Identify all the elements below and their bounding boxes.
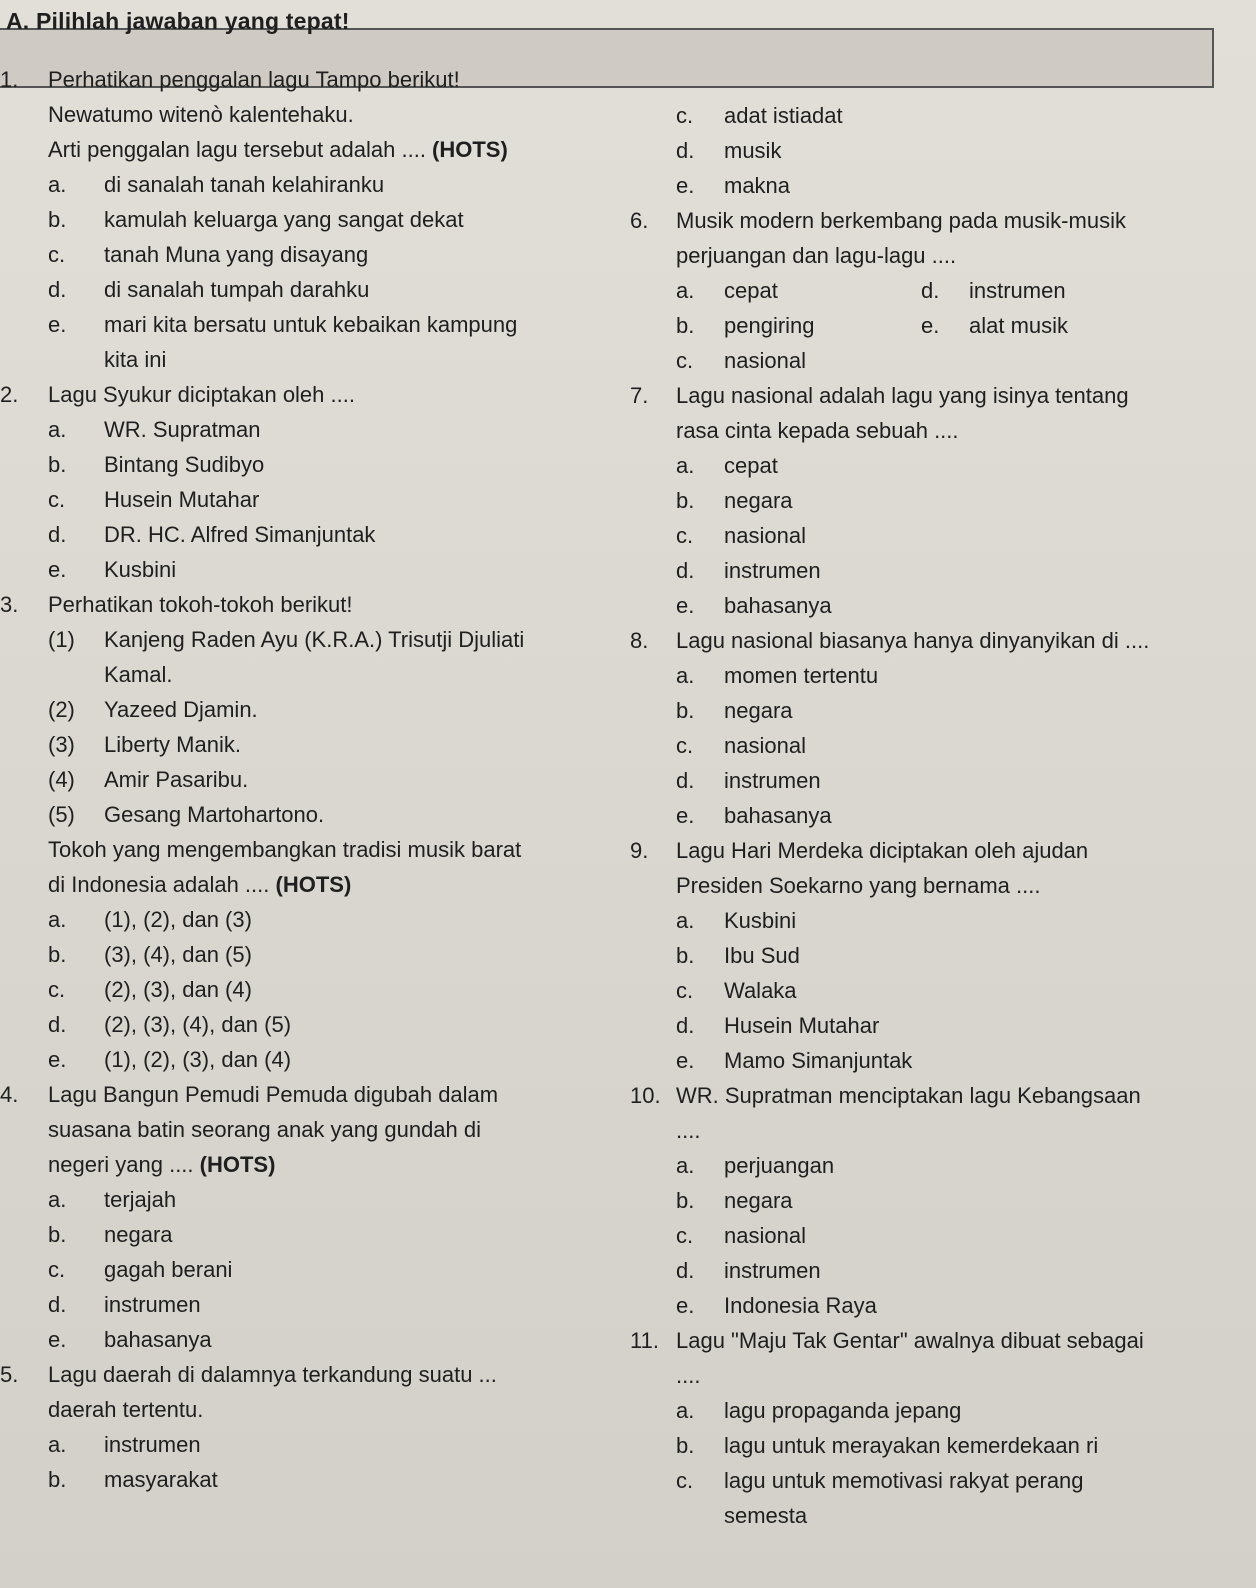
option-c[interactable]: c. adat istiadat [676, 103, 843, 128]
question-number: 6. [630, 208, 649, 233]
question-6 [630, 203, 1250, 378]
question-stem-line: Lagu Hari Merdeka diciptakan oleh ajudan [676, 838, 1089, 863]
option-c[interactable]: c. (2), (3), dan (4) [48, 977, 252, 1002]
option-e[interactable]: e. Mamo Simanjuntak [676, 1048, 913, 1073]
option-d[interactable]: d. instrumen [676, 1258, 821, 1283]
question-stem-line: Musik modern berkembang pada musik-musik [676, 208, 1126, 233]
question-number: 2. [0, 382, 19, 407]
option-a[interactable]: a. perjuangan [676, 1153, 835, 1178]
option-b[interactable]: b. pengiring [676, 313, 815, 338]
option-e[interactable]: e. Indonesia Raya [676, 1293, 877, 1318]
question-stem-line: Presiden Soekarno yang bernama .... [676, 873, 1041, 898]
option-a[interactable]: a. WR. Supratman [48, 417, 261, 442]
question-stem-line: Lagu daerah di dalamnya terkandung suatu ... [48, 1362, 497, 1387]
question-4 [0, 1077, 610, 1357]
option-row [676, 273, 1250, 308]
option-b[interactable]: b. (3), (4), dan (5) [48, 942, 252, 967]
option-c[interactable]: c. nasional [676, 348, 806, 373]
question-stem: WR. Supratman menciptakan lagu Kebangsaan [676, 1083, 1141, 1108]
option-b[interactable]: b. negara [48, 1222, 173, 1247]
question-stem: Perhatikan tokoh-tokoh berikut! [48, 592, 353, 617]
option-b[interactable]: b. lagu untuk merayakan kemerdekaan ri [676, 1433, 1099, 1458]
option-e[interactable]: e. makna [676, 173, 791, 198]
figure-item-1: (1) Kanjeng Raden Ayu (K.R.A.) Trisutji Djuliati [48, 627, 525, 652]
question-stem-line: negeri yang .... (HOTS) [48, 1152, 276, 1177]
option-c[interactable]: c. nasional [676, 523, 806, 548]
option-c[interactable]: c. tanah Muna yang disayang [48, 242, 369, 267]
option-b[interactable]: b. kamulah keluarga yang sangat dekat [48, 207, 464, 232]
section-title: A. Pilihlah jawaban yang tepat! [6, 8, 350, 34]
option-a[interactable]: a. (1), (2), dan (3) [48, 907, 252, 932]
option-a[interactable]: a. Kusbini [676, 908, 797, 933]
option-a[interactable]: a. di sanalah tanah kelahiranku [48, 172, 385, 197]
question-stem-line: daerah tertentu. [48, 1397, 204, 1422]
option-e[interactable]: e. bahasanya [48, 1327, 212, 1352]
option-b[interactable]: b. masyarakat [48, 1467, 218, 1492]
option-d[interactable]: d. instrumen [921, 278, 1066, 303]
question-number: 5. [0, 1362, 19, 1387]
option-c[interactable]: c. nasional [676, 733, 806, 758]
option-c[interactable]: c. gagah berani [48, 1257, 233, 1282]
option-c-continued: semesta [724, 1503, 808, 1528]
question-11 [630, 1323, 1250, 1533]
option-b[interactable]: b. Bintang Sudibyo [48, 452, 265, 477]
question-3 [0, 587, 610, 1077]
question-2 [0, 377, 610, 587]
question-1-continued [630, 98, 1250, 203]
question-7 [630, 378, 1250, 623]
question-stem: Lagu Syukur diciptakan oleh .... [48, 382, 355, 407]
question-stem: Lagu nasional biasanya hanya dinyanyikan di .... [676, 628, 1150, 653]
option-c[interactable]: c. lagu untuk memotivasi rakyat perang [676, 1468, 1084, 1493]
option-b[interactable]: b. negara [676, 488, 793, 513]
question-9 [630, 833, 1250, 1078]
question-number: 8. [630, 628, 649, 653]
option-c[interactable]: c. Walaka [676, 978, 797, 1003]
question-stem-line: suasana batin seorang anak yang gundah di [48, 1117, 482, 1142]
question-number: 11. [630, 1328, 659, 1353]
question-blank: .... [676, 1363, 701, 1388]
figure-item-5: (5) Gesang Martohartono. [48, 802, 325, 827]
option-e[interactable]: e. bahasanya [676, 803, 832, 828]
option-e[interactable]: e. bahasanya [676, 593, 832, 618]
option-e[interactable]: e. (1), (2), (3), dan (4) [48, 1047, 292, 1072]
option-a[interactable]: a. lagu propaganda jepang [676, 1398, 962, 1423]
option-d[interactable]: d. DR. HC. Alfred Simanjuntak [48, 522, 376, 547]
left-column [0, 62, 610, 1497]
option-e[interactable]: e. mari kita bersatu untuk kebaikan kampung [48, 312, 518, 337]
question-5 [0, 1357, 610, 1497]
question-stem-line: Newatumo witenò kalentehaku. [48, 102, 354, 127]
question-stem-line: Lagu Bangun Pemudi Pemuda digubah dalam [48, 1082, 499, 1107]
figure-item-4: (4) Amir Pasaribu. [48, 767, 249, 792]
question-blank: .... [676, 1118, 701, 1143]
option-b[interactable]: b. negara [676, 698, 793, 723]
option-e[interactable]: e. Kusbini [48, 557, 177, 582]
figure-item-2: (2) Yazeed Djamin. [48, 697, 258, 722]
option-e-continued: kita ini [104, 347, 167, 372]
figure-item-3: (3) Liberty Manik. [48, 732, 241, 757]
question-number: 3. [0, 592, 19, 617]
option-d[interactable]: d. (2), (3), (4), dan (5) [48, 1012, 292, 1037]
question-10 [630, 1078, 1250, 1323]
question-stem-line: Lagu nasional adalah lagu yang isinya tentang [676, 383, 1129, 408]
figure-item-1-continued: Kamal. [104, 662, 173, 687]
question-number: 7. [630, 383, 649, 408]
option-d[interactable]: d. instrumen [48, 1292, 201, 1317]
option-b[interactable]: b. negara [676, 1188, 793, 1213]
option-a[interactable]: a. instrumen [48, 1432, 201, 1457]
question-stem-line: perjuangan dan lagu-lagu .... [676, 243, 957, 268]
option-b[interactable]: b. Ibu Sud [676, 943, 800, 968]
option-d[interactable]: d. instrumen [676, 558, 821, 583]
question-stem-line: Arti penggalan lagu tersebut adalah .... (HOTS) [48, 137, 508, 162]
question-stem: Lagu "Maju Tak Gentar" awalnya dibuat sebagai [676, 1328, 1144, 1353]
question-number: 10. [630, 1083, 661, 1108]
option-d[interactable]: d. di sanalah tumpah darahku [48, 277, 370, 302]
option-a[interactable]: a. cepat [676, 453, 778, 478]
question-prompt-line: di Indonesia adalah .... (HOTS) [48, 872, 352, 897]
question-number: 4. [0, 1082, 19, 1107]
option-c[interactable]: c. nasional [676, 1223, 806, 1248]
question-number: 9. [630, 838, 649, 863]
option-a[interactable]: a. terjajah [48, 1187, 177, 1212]
option-d[interactable]: d. instrumen [676, 768, 821, 793]
option-e[interactable]: e. alat musik [921, 313, 1069, 338]
question-8 [630, 623, 1250, 833]
question-stem-line: Perhatikan penggalan lagu Tampo berikut! [48, 67, 460, 92]
option-d[interactable]: d. musik [676, 138, 782, 163]
question-stem-line: rasa cinta kepada sebuah .... [676, 418, 959, 443]
option-row [676, 308, 1250, 343]
option-d[interactable]: d. Husein Mutahar [676, 1013, 880, 1038]
right-column [630, 98, 1250, 1533]
question-1 [0, 62, 610, 377]
question-number: 1. [0, 67, 19, 92]
option-c[interactable]: c. Husein Mutahar [48, 487, 260, 512]
option-a[interactable]: a. cepat [676, 278, 778, 303]
option-a[interactable]: a. momen tertentu [676, 663, 879, 688]
question-prompt-line: Tokoh yang mengembangkan tradisi musik barat [48, 837, 522, 862]
